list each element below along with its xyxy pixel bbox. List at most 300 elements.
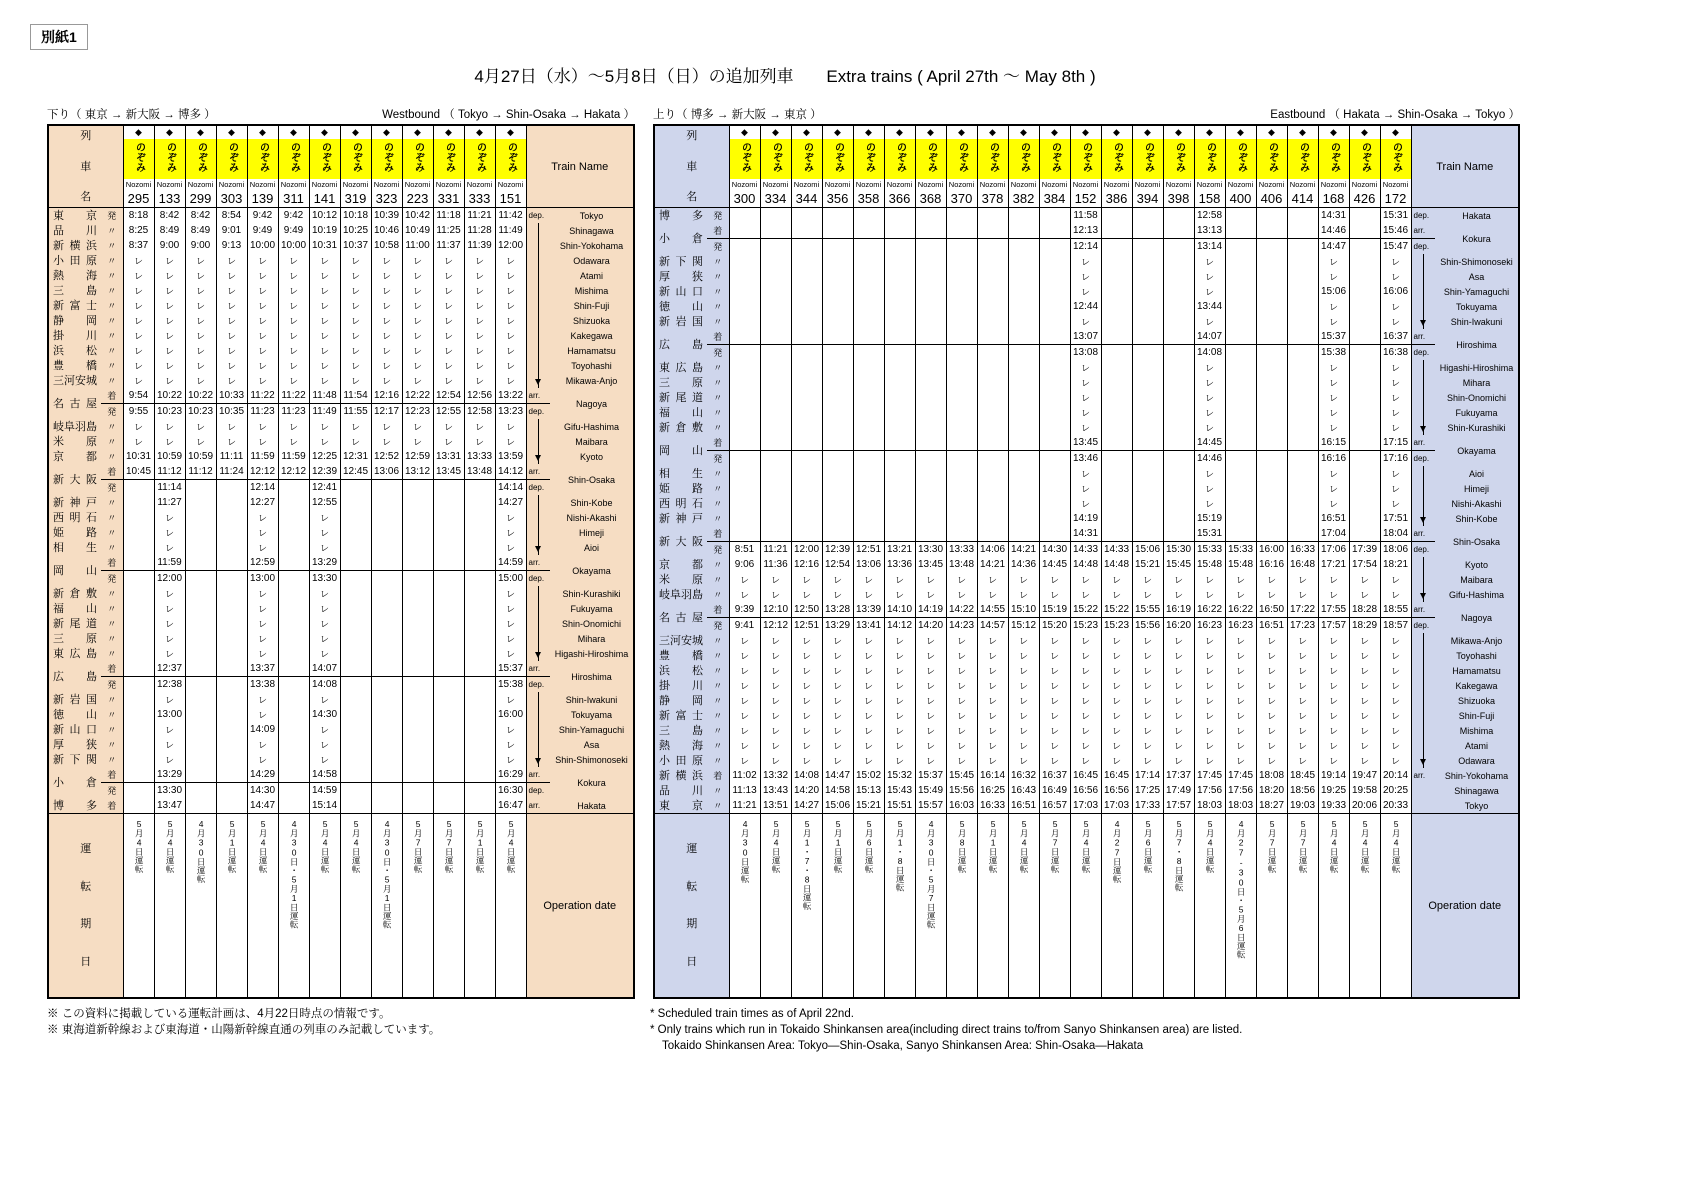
station-row <box>654 345 1519 361</box>
pass-mark: レ <box>247 631 278 646</box>
pass-mark: レ <box>1287 633 1318 648</box>
side-label <box>526 298 550 313</box>
station-name: 三 島 <box>654 723 707 738</box>
time-cell <box>1287 435 1318 451</box>
time-cell <box>371 510 402 525</box>
pass-mark: レ <box>340 358 371 373</box>
pass-mark: レ <box>340 298 371 313</box>
station-row <box>48 571 634 587</box>
station-name: 名 古 屋 <box>48 388 101 419</box>
time-cell <box>123 783 154 799</box>
pass-mark: レ <box>340 253 371 268</box>
time-cell <box>1287 254 1318 269</box>
time-cell: 15:46 <box>1380 223 1411 239</box>
station-name: 新 大 阪 <box>654 526 707 557</box>
time-cell <box>946 329 977 345</box>
station-name-en: Hakata <box>550 798 634 814</box>
station-name: 浜 松 <box>654 663 707 678</box>
pass-mark: レ <box>1256 693 1287 708</box>
station-row <box>48 388 634 404</box>
time-cell: 14:36 <box>1008 557 1039 572</box>
station-name: 小 田 原 <box>48 253 101 268</box>
time-cell <box>1008 481 1039 496</box>
side-label: dep. <box>1411 451 1435 467</box>
arr-dep-mark: 〃 <box>707 511 729 526</box>
time-cell <box>884 420 915 435</box>
pass-mark: レ <box>1318 708 1349 723</box>
station-name: 相 生 <box>48 540 101 555</box>
time-cell <box>340 752 371 767</box>
pass-mark: レ <box>433 358 464 373</box>
time-cell <box>123 646 154 661</box>
pass-mark: レ <box>309 540 340 555</box>
station-name: 姫 路 <box>48 525 101 540</box>
station-name-en: Shin-Yokohama <box>1435 768 1519 783</box>
time-cell <box>371 540 402 555</box>
time-cell <box>822 375 853 390</box>
pass-mark: レ <box>1380 269 1411 284</box>
time-cell: 11:12 <box>185 464 216 480</box>
time-cell: 15:49 <box>915 783 946 798</box>
pass-mark: レ <box>729 648 760 663</box>
time-cell <box>402 722 433 737</box>
pass-mark: レ <box>1070 314 1101 329</box>
time-cell <box>1287 299 1318 314</box>
time-cell: 14:12 <box>884 618 915 634</box>
side-label <box>1411 299 1435 314</box>
side-label: arr. <box>1411 768 1435 783</box>
time-cell <box>1163 345 1194 361</box>
arr-dep-mark: 着 <box>707 223 729 239</box>
time-cell: 13:44 <box>1194 299 1225 314</box>
station-row <box>654 738 1519 753</box>
time-cell <box>1101 481 1132 496</box>
time-cell: 12:12 <box>760 618 791 634</box>
time-cell <box>464 707 495 722</box>
pass-mark: レ <box>946 572 977 587</box>
pass-mark: レ <box>123 328 154 343</box>
station-name-en: Gifu-Hashima <box>1435 587 1519 602</box>
time-cell <box>1225 375 1256 390</box>
pass-mark: レ <box>822 723 853 738</box>
time-cell <box>853 375 884 390</box>
pass-mark: レ <box>729 663 760 678</box>
time-cell <box>464 571 495 587</box>
time-cell: 8:37 <box>123 238 154 253</box>
time-cell: 11:12 <box>154 464 185 480</box>
train-brand-en: Nozomi <box>1349 179 1380 190</box>
station-row <box>48 555 634 571</box>
time-cell <box>853 496 884 511</box>
station-name-en: Asa <box>550 737 634 752</box>
pass-mark: レ <box>1101 753 1132 768</box>
time-cell <box>464 783 495 799</box>
time-cell <box>1039 345 1070 361</box>
station-name: 博 多 <box>48 798 101 814</box>
pass-mark: レ <box>433 253 464 268</box>
operation-period-label: 運 転 期 日 <box>654 814 729 999</box>
time-cell <box>278 737 309 752</box>
time-cell <box>1132 345 1163 361</box>
time-cell: 12:00 <box>791 542 822 558</box>
time-cell <box>340 571 371 587</box>
time-cell <box>464 677 495 693</box>
pass-mark: レ <box>1256 723 1287 738</box>
pass-mark: レ <box>729 708 760 723</box>
pass-mark: レ <box>402 328 433 343</box>
station-row <box>654 587 1519 602</box>
pass-mark: レ <box>433 434 464 449</box>
pass-mark: レ <box>1256 633 1287 648</box>
time-cell <box>791 269 822 284</box>
time-cell <box>402 510 433 525</box>
time-cell: 15:31 <box>1194 526 1225 542</box>
time-cell <box>1349 451 1380 467</box>
pass-mark: レ <box>822 663 853 678</box>
time-cell <box>185 510 216 525</box>
time-cell: 12:52 <box>371 449 402 464</box>
time-cell: 12:17 <box>371 404 402 420</box>
time-cell <box>915 299 946 314</box>
westbound-heading-en: Westbound （ Tokyo → Shin-Osaka → Hakata ） <box>382 109 635 121</box>
pass-mark: レ <box>1380 663 1411 678</box>
time-cell <box>216 631 247 646</box>
station-name-en: Kyoto <box>550 449 634 464</box>
pass-mark: レ <box>371 298 402 313</box>
pass-mark: レ <box>154 540 185 555</box>
pass-mark: レ <box>1101 708 1132 723</box>
train-brand-en: Nozomi <box>154 179 185 190</box>
diamond-icon: ◆ <box>915 125 946 139</box>
station-name-en: Mishima <box>1435 723 1519 738</box>
pass-mark: レ <box>1318 723 1349 738</box>
pass-mark: レ <box>402 268 433 283</box>
time-cell: 17:45 <box>1225 768 1256 783</box>
side-label <box>1411 557 1435 572</box>
pass-mark: レ <box>154 434 185 449</box>
time-cell: 19:03 <box>1287 798 1318 814</box>
pass-mark: レ <box>1194 678 1225 693</box>
station-name-en: Okayama <box>550 555 634 586</box>
time-cell <box>1349 511 1380 526</box>
pass-mark: レ <box>1194 284 1225 299</box>
time-cell: 15:06 <box>1132 542 1163 558</box>
time-cell: 12:25 <box>309 449 340 464</box>
westbound-timetable <box>47 124 635 999</box>
time-cell: 12:37 <box>154 661 185 677</box>
time-cell <box>1225 420 1256 435</box>
time-cell <box>216 586 247 601</box>
time-cell <box>729 435 760 451</box>
station-row <box>48 722 634 737</box>
station-row <box>48 358 634 373</box>
pass-mark: レ <box>915 678 946 693</box>
time-cell <box>1163 375 1194 390</box>
pass-mark: レ <box>309 358 340 373</box>
time-cell <box>884 299 915 314</box>
pass-mark: レ <box>1163 663 1194 678</box>
time-cell <box>1349 269 1380 284</box>
station-name: 相 生 <box>654 466 707 481</box>
time-cell <box>433 737 464 752</box>
train-number: 223 <box>402 190 433 208</box>
arr-dep-mark: 発 <box>101 677 123 693</box>
pass-mark: レ <box>247 752 278 767</box>
time-cell <box>1163 511 1194 526</box>
side-label <box>1411 466 1435 481</box>
time-cell <box>1101 420 1132 435</box>
pass-mark: レ <box>915 648 946 663</box>
pass-mark: レ <box>1070 587 1101 602</box>
time-cell <box>340 480 371 496</box>
time-cell: 17:57 <box>1318 618 1349 634</box>
train-number: 370 <box>946 190 977 208</box>
time-cell <box>371 495 402 510</box>
time-cell <box>977 269 1008 284</box>
pass-mark: レ <box>464 373 495 388</box>
pass-mark: レ <box>247 313 278 328</box>
arr-dep-mark: 着 <box>101 388 123 404</box>
time-cell: 11:22 <box>247 388 278 404</box>
train-brand-en: Nozomi <box>853 179 884 190</box>
pass-mark: レ <box>154 328 185 343</box>
pass-mark: レ <box>216 268 247 283</box>
time-cell: 12:39 <box>309 464 340 480</box>
time-cell <box>123 586 154 601</box>
station-row <box>48 223 634 238</box>
time-cell <box>977 329 1008 345</box>
operation-date: 5月1日運転 <box>464 814 495 999</box>
time-cell <box>371 737 402 752</box>
pass-mark: レ <box>1132 753 1163 768</box>
pass-mark: レ <box>791 663 822 678</box>
pass-mark: レ <box>1349 753 1380 768</box>
time-cell <box>884 511 915 526</box>
train-number: 141 <box>309 190 340 208</box>
time-cell <box>729 511 760 526</box>
pass-mark: レ <box>1008 663 1039 678</box>
pass-mark: レ <box>915 587 946 602</box>
train-brand-en: Nozomi <box>433 179 464 190</box>
time-cell <box>915 208 946 224</box>
operation-date: 5月7・8日運転 <box>1163 814 1194 999</box>
time-cell <box>853 435 884 451</box>
time-cell <box>853 360 884 375</box>
arr-dep-mark: 着 <box>101 555 123 571</box>
station-name-en: Hamamatsu <box>1435 663 1519 678</box>
pass-mark: レ <box>729 738 760 753</box>
time-cell: 10:59 <box>154 449 185 464</box>
pass-mark: レ <box>154 510 185 525</box>
time-cell <box>216 510 247 525</box>
operation-date: 5月4日運転 <box>309 814 340 999</box>
time-cell <box>977 420 1008 435</box>
pass-mark: レ <box>1349 663 1380 678</box>
pass-mark: レ <box>309 616 340 631</box>
pass-mark: レ <box>1070 648 1101 663</box>
side-label <box>526 646 550 661</box>
pass-mark: レ <box>729 587 760 602</box>
time-cell: 12:22 <box>402 388 433 404</box>
time-cell <box>884 481 915 496</box>
time-cell: 9:42 <box>247 208 278 224</box>
pass-mark: レ <box>154 737 185 752</box>
time-cell: 16:00 <box>1256 542 1287 558</box>
arr-dep-mark: 着 <box>101 798 123 814</box>
time-cell <box>402 616 433 631</box>
train-brand-label: のぞみ <box>464 139 495 179</box>
diamond-icon: ◆ <box>1194 125 1225 139</box>
time-cell <box>1039 375 1070 390</box>
time-cell: 11:37 <box>433 238 464 253</box>
page-title-en: Extra trains ( April 27th ～ May 8th ) <box>826 67 1096 86</box>
pass-mark: レ <box>853 572 884 587</box>
arr-dep-mark: 〃 <box>101 752 123 767</box>
side-label <box>1411 783 1435 798</box>
diamond-icon: ◆ <box>123 125 154 139</box>
train-brand-label: のぞみ <box>1101 139 1132 179</box>
train-number: 333 <box>464 190 495 208</box>
pass-mark: レ <box>1008 753 1039 768</box>
pass-mark: レ <box>309 631 340 646</box>
pass-mark: レ <box>1349 708 1380 723</box>
time-cell: 12:23 <box>402 404 433 420</box>
time-cell <box>1225 208 1256 224</box>
time-cell <box>884 526 915 542</box>
side-label: dep. <box>526 571 550 587</box>
time-cell <box>884 466 915 481</box>
station-name: 新 尾 道 <box>48 616 101 631</box>
station-name: 新 山 口 <box>48 722 101 737</box>
pass-mark: レ <box>1039 693 1070 708</box>
pass-mark: レ <box>1349 693 1380 708</box>
diamond-icon: ◆ <box>1318 125 1349 139</box>
pass-mark: レ <box>1039 633 1070 648</box>
time-cell <box>1225 496 1256 511</box>
arr-dep-mark: 〃 <box>101 646 123 661</box>
pass-mark: レ <box>154 586 185 601</box>
station-name-en: Nishi-Akashi <box>550 510 634 525</box>
pass-mark: レ <box>791 738 822 753</box>
time-cell <box>791 360 822 375</box>
pass-mark: レ <box>1318 587 1349 602</box>
time-cell <box>402 737 433 752</box>
station-row <box>654 314 1519 329</box>
station-row <box>654 798 1519 814</box>
time-cell <box>1132 481 1163 496</box>
time-cell <box>791 329 822 345</box>
time-cell: 11:24 <box>216 464 247 480</box>
time-cell <box>1039 329 1070 345</box>
arr-dep-mark: 〃 <box>707 738 729 753</box>
pass-mark: レ <box>495 540 526 555</box>
time-cell <box>340 555 371 571</box>
train-brand-en: Nozomi <box>495 179 526 190</box>
time-cell <box>1225 284 1256 299</box>
time-cell <box>185 752 216 767</box>
time-cell <box>1256 314 1287 329</box>
pass-mark: レ <box>760 708 791 723</box>
time-cell: 12:55 <box>433 404 464 420</box>
time-cell <box>1132 511 1163 526</box>
time-cell: 11:14 <box>154 480 185 496</box>
pass-mark: レ <box>1070 633 1101 648</box>
pass-mark: レ <box>1318 360 1349 375</box>
time-cell: 13:45 <box>915 557 946 572</box>
pass-mark: レ <box>1070 360 1101 375</box>
pass-mark: レ <box>1070 254 1101 269</box>
arr-dep-mark: 発 <box>101 571 123 587</box>
pass-mark: レ <box>154 646 185 661</box>
time-cell: 15:21 <box>1132 557 1163 572</box>
pass-mark: レ <box>1194 405 1225 420</box>
arr-dep-mark: 〃 <box>707 390 729 405</box>
pass-mark: レ <box>946 587 977 602</box>
time-cell: 13:00 <box>247 571 278 587</box>
side-label <box>526 434 550 449</box>
time-cell <box>760 254 791 269</box>
time-cell: 15:13 <box>853 783 884 798</box>
pass-mark: レ <box>495 737 526 752</box>
side-label <box>526 722 550 737</box>
operation-period-label: 運 転 期 日 <box>48 814 123 999</box>
arr-dep-mark: 〃 <box>101 358 123 373</box>
time-cell <box>1163 299 1194 314</box>
time-cell: 12:39 <box>822 542 853 558</box>
station-name: 三 原 <box>654 375 707 390</box>
time-cell <box>884 223 915 239</box>
time-cell <box>1101 511 1132 526</box>
time-cell <box>340 722 371 737</box>
arr-dep-mark: 〃 <box>101 525 123 540</box>
time-cell <box>402 571 433 587</box>
station-row <box>654 648 1519 663</box>
station-name-en: Tokuyama <box>550 707 634 722</box>
time-cell: 14:29 <box>247 767 278 783</box>
time-cell <box>464 798 495 814</box>
time-cell: 18:45 <box>1287 768 1318 783</box>
train-brand-label: のぞみ <box>915 139 946 179</box>
time-cell: 11:18 <box>433 208 464 224</box>
pass-mark: レ <box>915 738 946 753</box>
train-brand-label: のぞみ <box>1380 139 1411 179</box>
time-cell <box>340 798 371 814</box>
time-cell <box>1225 314 1256 329</box>
pass-mark: レ <box>185 419 216 434</box>
arr-dep-mark: 〃 <box>707 557 729 572</box>
westbound-heading <box>47 106 635 122</box>
pass-mark: レ <box>123 358 154 373</box>
time-cell <box>464 601 495 616</box>
station-name-en: Shin-Yokohama <box>550 238 634 253</box>
diamond-icon: ◆ <box>495 125 526 139</box>
time-cell <box>1039 526 1070 542</box>
arr-dep-mark: 着 <box>707 768 729 783</box>
time-cell <box>915 239 946 255</box>
pass-mark: レ <box>1070 405 1101 420</box>
station-row <box>48 298 634 313</box>
time-cell <box>1256 254 1287 269</box>
time-cell <box>1008 451 1039 467</box>
station-name-en: Hiroshima <box>550 661 634 692</box>
arr-dep-mark: 〃 <box>101 298 123 313</box>
train-brand-label: のぞみ <box>853 139 884 179</box>
time-cell <box>371 555 402 571</box>
time-cell <box>1163 208 1194 224</box>
station-name-en: Nagoya <box>1435 602 1519 633</box>
time-cell <box>278 571 309 587</box>
pass-mark: レ <box>853 693 884 708</box>
